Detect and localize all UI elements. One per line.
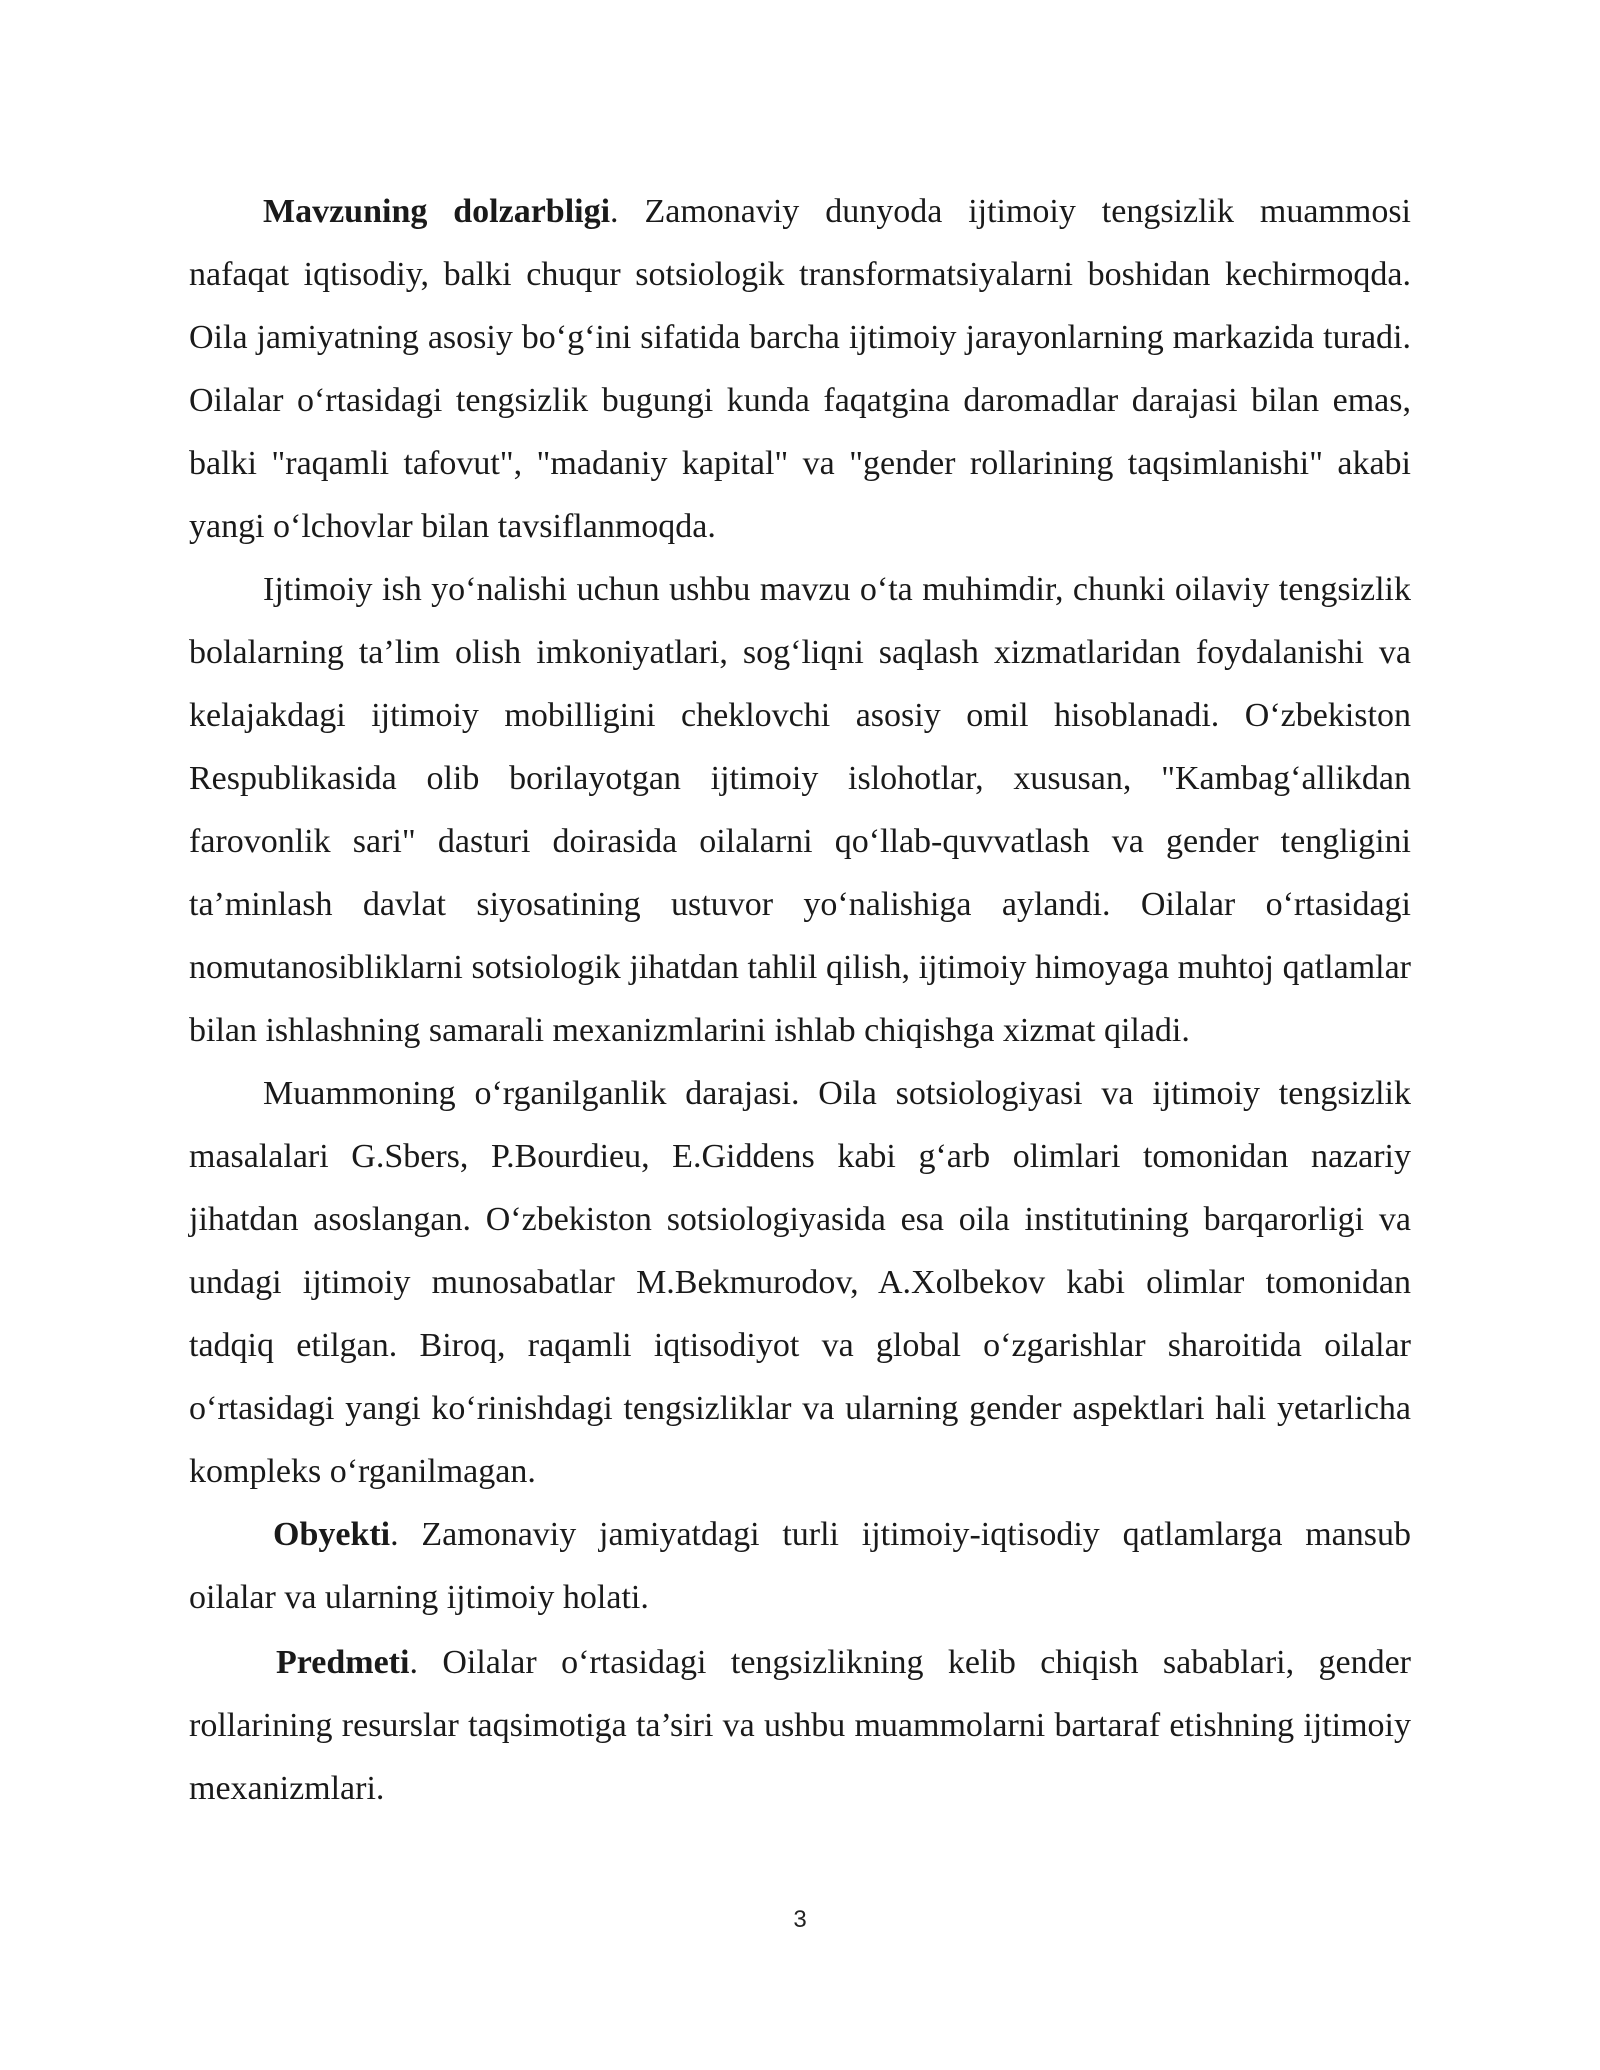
paragraph-relevance-text: . Zamonaviy dunyoda ijtimoiy tengsizlik muammosi nafaqat iqtisodiy, balki chuqur sotsiologik transformatsiyalarni boshidan kechirmoqda. Oila jamiyatning asosiy bo‘g‘ini sifatida barcha ijtimoiy jarayonlarning markazida turadi. Oilalar o‘rtasidagi tengsizlik bugungi kunda faqatgina daromadlar darajasi bilan emas, balki "raqamli tafovut", "madaniy kapital" va "gender rollarining taqsimlanishi" akabi yangi o‘lchovlar bilan tavsiflanmoqda. <box>189 193 1411 545</box>
heading-relevance: Mavzuning dolzarbligi <box>263 193 611 230</box>
paragraph-subject <box>189 1631 1411 1820</box>
paragraph-social-work <box>189 558 1411 1062</box>
paragraph-object-text: . Zamonaviy jamiyatdagi turli ijtimoiy-iqtisodiy qatlamlarga mansub oilalar va ularning ijtimoiy holati. <box>189 1516 1411 1616</box>
heading-object: Obyekti <box>273 1516 391 1553</box>
paragraph-study-degree-text: Muammoning o‘rganilganlik darajasi. Oila sotsiologiyasi va ijtimoiy tengsizlik masalalari G.Sbers, P.Bourdieu, E.Giddens kabi g‘arb olimlari tomonidan nazariy jihatdan asoslangan. O‘zbekiston sotsiologiyasida esa oila institutining barqarorligi va undagi ijtimoiy munosabatlar M.Bekmurodov, A.Xolbekov kabi olimlar tomonidan tadqiq etilgan. Biroq, raqamli iqtisodiyot va global o‘zgarishlar sharoitida oilalar o‘rtasidagi yangi ko‘rinishdagi tengsizliklar va ularning gender aspektlari hali yetarlicha kompleks o‘rganilmagan. <box>189 1075 1411 1490</box>
paragraph-social-work-text: Ijtimoiy ish yo‘nalishi uchun ushbu mavzu o‘ta muhimdir, chunki oilaviy tengsizlik bolalarning ta’lim olish imkoniyatlari, sog‘liqni saqlash xizmatlaridan foydalanishi va kelajakdagi ijtimoiy mobilligini cheklovchi asosiy omil hisoblanadi. O‘zbekiston Respublikasida olib borilayotgan ijtimoiy islohotlar, xususan, "Kambag‘allikdan farovonlik sari" dasturi doirasida oilalarni qo‘llab-quvvatlash va gender tengligini ta’minlash davlat siyosatining ustuvor yo‘nalishiga aylandi. Oilalar o‘rtasidagi nomutanosibliklarni sotsiologik jihatdan tahlil qilish, ijtimoiy himoyaga muhtoj qatlamlar bilan ishlashning samarali mexanizmlarini ishlab chiqishga xizmat qiladi. <box>189 571 1411 1049</box>
paragraph-subject-text: . Oilalar o‘rtasidagi tengsizlikning kelib chiqish sabablari, gender rollarining resurslar taqsimotiga ta’siri va ushbu muammolarni bartaraf etishning ijtimoiy mexanizmlari. <box>189 1644 1411 1807</box>
paragraph-relevance <box>189 180 1411 558</box>
heading-subject: Predmeti <box>276 1644 410 1681</box>
paragraph-object <box>189 1503 1411 1629</box>
page-number: 3 <box>793 1906 807 1933</box>
paragraph-study-degree <box>189 1062 1411 1503</box>
body-text <box>189 180 1411 1820</box>
